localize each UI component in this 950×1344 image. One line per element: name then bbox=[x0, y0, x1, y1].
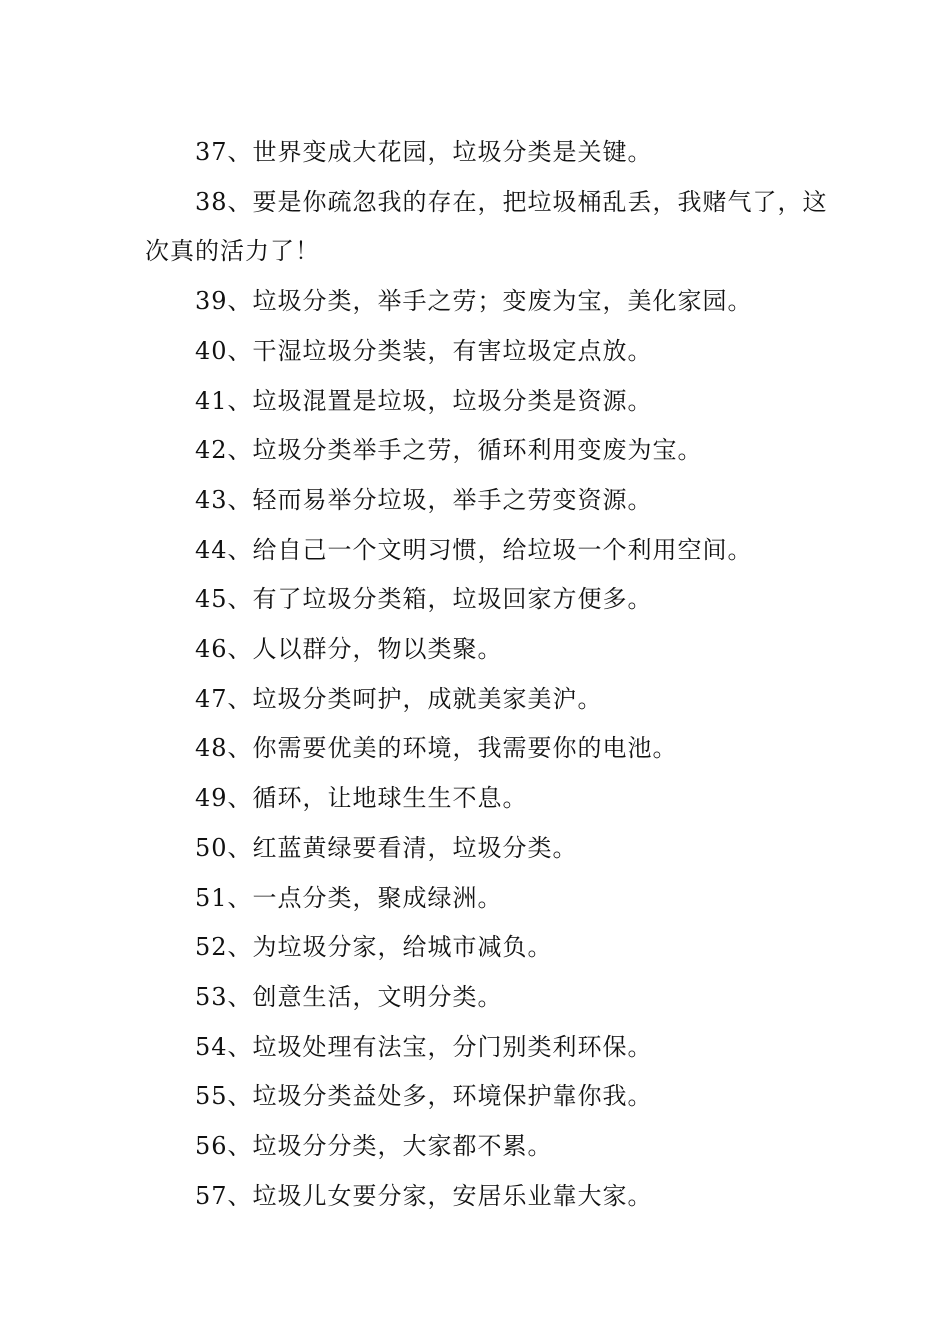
slogan-paragraph-39: 39、垃圾分类，举手之劳；变废为宝，美化家园。 bbox=[195, 287, 753, 316]
slogan-paragraph-56: 56、垃圾分分类，大家都不累。 bbox=[195, 1132, 553, 1161]
slogan-paragraph-48: 48、你需要优美的环境，我需要你的电池。 bbox=[195, 734, 678, 763]
slogan-paragraph-41: 41、垃圾混置是垃圾，垃圾分类是资源。 bbox=[195, 386, 653, 415]
slogan-list bbox=[145, 128, 835, 1221]
slogan-paragraph-42: 42、垃圾分类举手之劳，循环利用变废为宝。 bbox=[195, 436, 703, 465]
slogan-paragraph-55: 55、垃圾分类益处多，环境保护靠你我。 bbox=[195, 1082, 653, 1111]
slogan-paragraph-52: 52、为垃圾分家，给城市减负。 bbox=[195, 933, 553, 962]
slogan-paragraph-45: 45、有了垃圾分类箱，垃圾回家方便多。 bbox=[195, 585, 653, 614]
slogan-paragraph-44: 44、给自己一个文明习惯，给垃圾一个利用空间。 bbox=[195, 535, 753, 564]
slogan-paragraph-40: 40、干湿垃圾分类装，有害垃圾定点放。 bbox=[195, 336, 653, 365]
slogan-paragraph-49: 49、循环，让地球生生不息。 bbox=[195, 784, 528, 813]
slogan-paragraph-38: 38、要是你疏忽我的存在，把垃圾桶乱丢，我赌气了，这次真的活力了！ bbox=[145, 187, 828, 266]
slogan-paragraph-54: 54、垃圾处理有法宝，分门别类利环保。 bbox=[195, 1032, 653, 1061]
slogan-paragraph-46: 46、人以群分，物以类聚。 bbox=[195, 635, 503, 664]
slogan-paragraph-51: 51、一点分类，聚成绿洲。 bbox=[195, 883, 503, 912]
slogan-paragraph-37: 37、世界变成大花园，垃圾分类是关键。 bbox=[195, 138, 653, 166]
slogan-paragraph-47: 47、垃圾分类呵护，成就美家美沪。 bbox=[195, 684, 603, 713]
slogan-paragraph-57: 57、垃圾儿女要分家，安居乐业靠大家。 bbox=[195, 1181, 653, 1210]
slogan-paragraph-43: 43、轻而易举分垃圾，举手之劳变资源。 bbox=[195, 485, 653, 514]
slogan-paragraph-53: 53、创意生活，文明分类。 bbox=[195, 982, 503, 1011]
slogan-paragraph-50: 50、红蓝黄绿要看清，垃圾分类。 bbox=[195, 833, 578, 862]
